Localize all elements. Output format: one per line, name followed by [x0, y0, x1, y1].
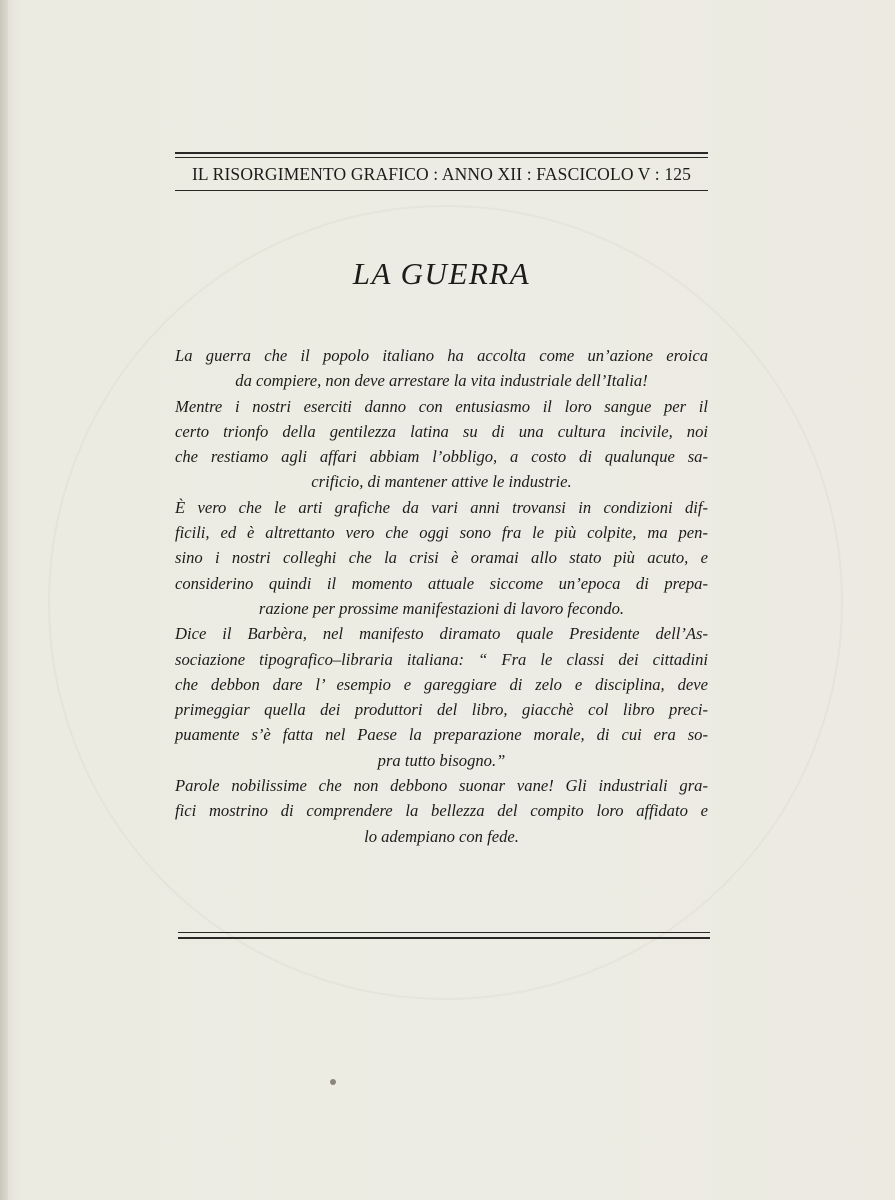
text-line: certo trionfo della gentilezza latina su di una cultura incivile, noi — [175, 421, 708, 441]
text-line: razione per prossime manifestazioni di lavoro fecondo. — [258, 598, 625, 618]
paragraph-5 — [175, 773, 708, 849]
footer-double-rule — [178, 932, 710, 939]
page-binding-edge — [0, 0, 8, 1200]
text-line: sociazione tipografico–libraria italiana: “ Fra le classi dei cittadini — [175, 649, 708, 669]
header-bottom-rule — [175, 190, 708, 191]
paper-speck — [330, 1079, 336, 1085]
running-head-text: IL RISORGIMENTO GRAFICO : ANNO XII : FASCICOLO V : 125 — [191, 164, 692, 184]
text-line: sino i nostri colleghi che la crisi è oramai allo stato più acuto, e — [175, 548, 708, 568]
text-line: pra tutto bisogno.” — [377, 750, 506, 770]
text-line: fici mostrino di comprendere la bellezza del compito loro affidato e — [175, 801, 708, 821]
text-line: primeggiar quella dei produttori del libro, giacchè col libro preci- — [175, 700, 708, 720]
text-line: ficili, ed è altrettanto vero che oggi sono fra le più colpite, ma pen- — [175, 523, 708, 543]
text-line: puamente s’è fatta nel Paese la preparazione morale, di cui era so- — [175, 725, 708, 745]
paragraph-2 — [175, 394, 708, 495]
running-header — [175, 152, 708, 191]
paragraph-3 — [175, 495, 708, 621]
text-line: da compiere, non deve arrestare la vita industriale dell’Italia! — [235, 371, 648, 391]
article-body — [175, 343, 708, 849]
text-line: considerino quindi il momento attuale siccome un’epoca di prepa- — [175, 573, 708, 593]
paragraph-1 — [175, 343, 708, 394]
text-line: lo adempiano con fede. — [364, 826, 519, 846]
text-line: Dice il Barbèra, nel manifesto diramato quale Presidente dell’As- — [175, 624, 708, 644]
text-line: Mentre i nostri eserciti danno con entusiasmo il loro sangue per il — [175, 396, 708, 416]
text-line: crificio, di mantener attive le industrie. — [311, 472, 572, 492]
text-line: Parole nobilissime che non debbono suonar vane! Gli industriali gra- — [175, 776, 708, 796]
text-line: È vero che le arti grafiche da vari anni trovansi in condizioni dif- — [175, 497, 708, 517]
paragraph-4 — [175, 621, 708, 773]
article-title: LA GUERRA — [352, 256, 531, 291]
text-line: La guerra che il popolo italiano ha accolta come un’azione eroica — [175, 346, 708, 365]
text-line: che debbon dare l’ esempio e gareggiare di zelo e disciplina, deve — [175, 674, 708, 694]
text-line: che restiamo agli affari abbiam l’obbligo, a costo di qualunque sa- — [175, 447, 708, 467]
